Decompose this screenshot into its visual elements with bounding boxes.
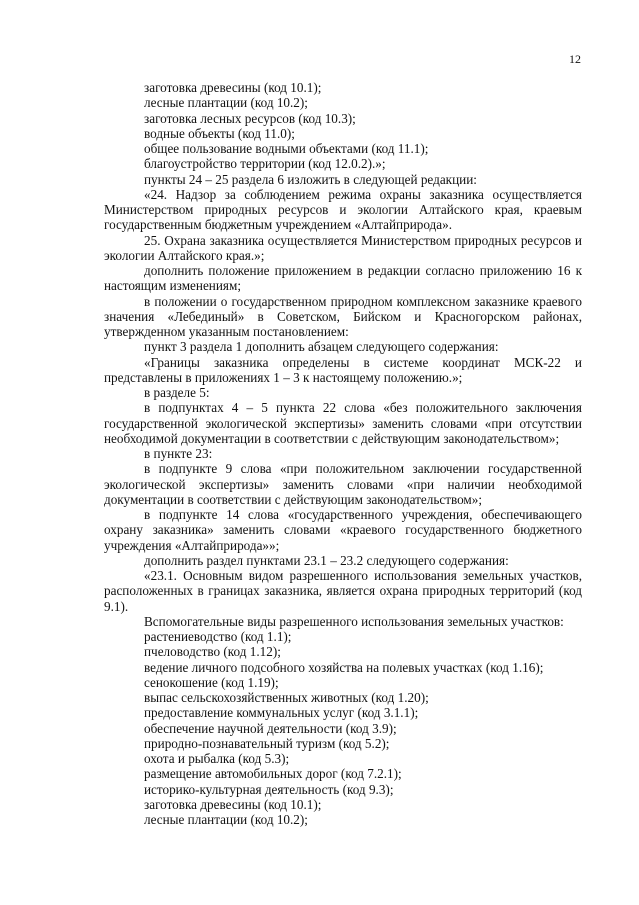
document-body xyxy=(104,80,582,827)
paragraph: «Границы заказника определены в системе координат МСК-22 и представлены в приложениях 1 – 3 к настоящему положению.»; xyxy=(104,354,582,385)
list-item: природно-познавательный туризм (код 5.2); xyxy=(144,735,390,751)
paragraph: дополнить раздел пунктами 23.1 – 23.2 следующего содержания: xyxy=(144,552,509,568)
paragraph: в подпунктах 4 – 5 пункта 22 слова «без положительного заключения государственной экологической экспертизы» заменить словами «при отсутствии необходимой документации в соответствии с действующим законодательством»; xyxy=(104,400,582,446)
paragraph: «23.1. Основным видом разрешенного использования земельных участков, расположенных в границах заказника, является охрана природных территорий (код 9.1). xyxy=(104,568,582,614)
paragraph: пункты 24 – 25 раздела 6 изложить в следующей редакции: xyxy=(144,171,477,187)
list-item: лесные плантации (код 10.2); xyxy=(144,812,308,827)
paragraph: в подпункте 14 слова «государственного учреждения, обеспечивающего охрану заказника» заменить словами «краевого государственного бюджетного учреждения «Алтайприрода»»; xyxy=(104,507,582,553)
paragraph: дополнить положение приложением в редакции согласно приложению 16 к настоящим изменениям; xyxy=(104,263,582,294)
list-item: выпас сельскохозяйственных животных (код 1.20); xyxy=(144,690,429,705)
list-item: заготовка древесины (код 10.1); xyxy=(144,80,322,95)
list-item: растениеводство (код 1.1); xyxy=(144,629,292,644)
list-item: водные объекты (код 11.0); xyxy=(144,125,295,141)
list-item: размещение автомобильных дорог (код 7.2.1); xyxy=(144,766,402,782)
list-item: лесные плантации (код 10.2); xyxy=(144,95,308,111)
list-item: обеспечение научной деятельности (код 3.9); xyxy=(144,720,397,736)
list-item: охота и рыбалка (код 5.3); xyxy=(144,751,290,766)
list-item: заготовка древесины (код 10.1); xyxy=(144,796,322,812)
paragraph: пункт 3 раздела 1 дополнить абзацем следующего содержания: xyxy=(144,339,499,355)
paragraph: Вспомогательные виды разрешенного использования земельных участков: xyxy=(144,613,564,629)
paragraph: в подпункте 9 слова «при положительном заключении государственной экологической экспертизы» заменить словами «при наличии необходимой документации в соответствии с действующим законодательством»; xyxy=(104,461,582,507)
list-item: пчеловодство (код 1.12); xyxy=(144,644,281,660)
list-item: общее пользование водными объектами (код 11.1); xyxy=(144,141,429,156)
list-item: предоставление коммунальных услуг (код 3.1.1); xyxy=(144,705,419,721)
list-item: благоустройство территории (код 12.0.2).»; xyxy=(144,156,386,172)
list-item: сенокошение (код 1.19); xyxy=(144,674,279,690)
paragraph: в положении о государственном природном комплексном заказнике краевого значения «Лебединый» в Советском, Бийском и Красногорском районах, утвержденном указанным постановлением: xyxy=(104,293,582,339)
list-item: заготовка лесных ресурсов (код 10.3); xyxy=(144,110,356,126)
paragraph: в разделе 5: xyxy=(144,385,210,400)
paragraph: «24. Надзор за соблюдением режима охраны заказника осуществляется Министерством природных ресурсов и экологии Алтайского края, краевым государственным бюджетным учреждением «Алтайприрода». xyxy=(104,186,582,233)
page-number: 12 xyxy=(569,52,581,66)
list-item: историко-культурная деятельность (код 9.3); xyxy=(144,781,394,797)
paragraph: 25. Охрана заказника осуществляется Министерством природных ресурсов и экологии Алтайского края.»; xyxy=(104,232,582,263)
paragraph: в пункте 23: xyxy=(144,446,213,461)
list-item: ведение личного подсобного хозяйства на полевых участках (код 1.16); xyxy=(144,659,544,675)
